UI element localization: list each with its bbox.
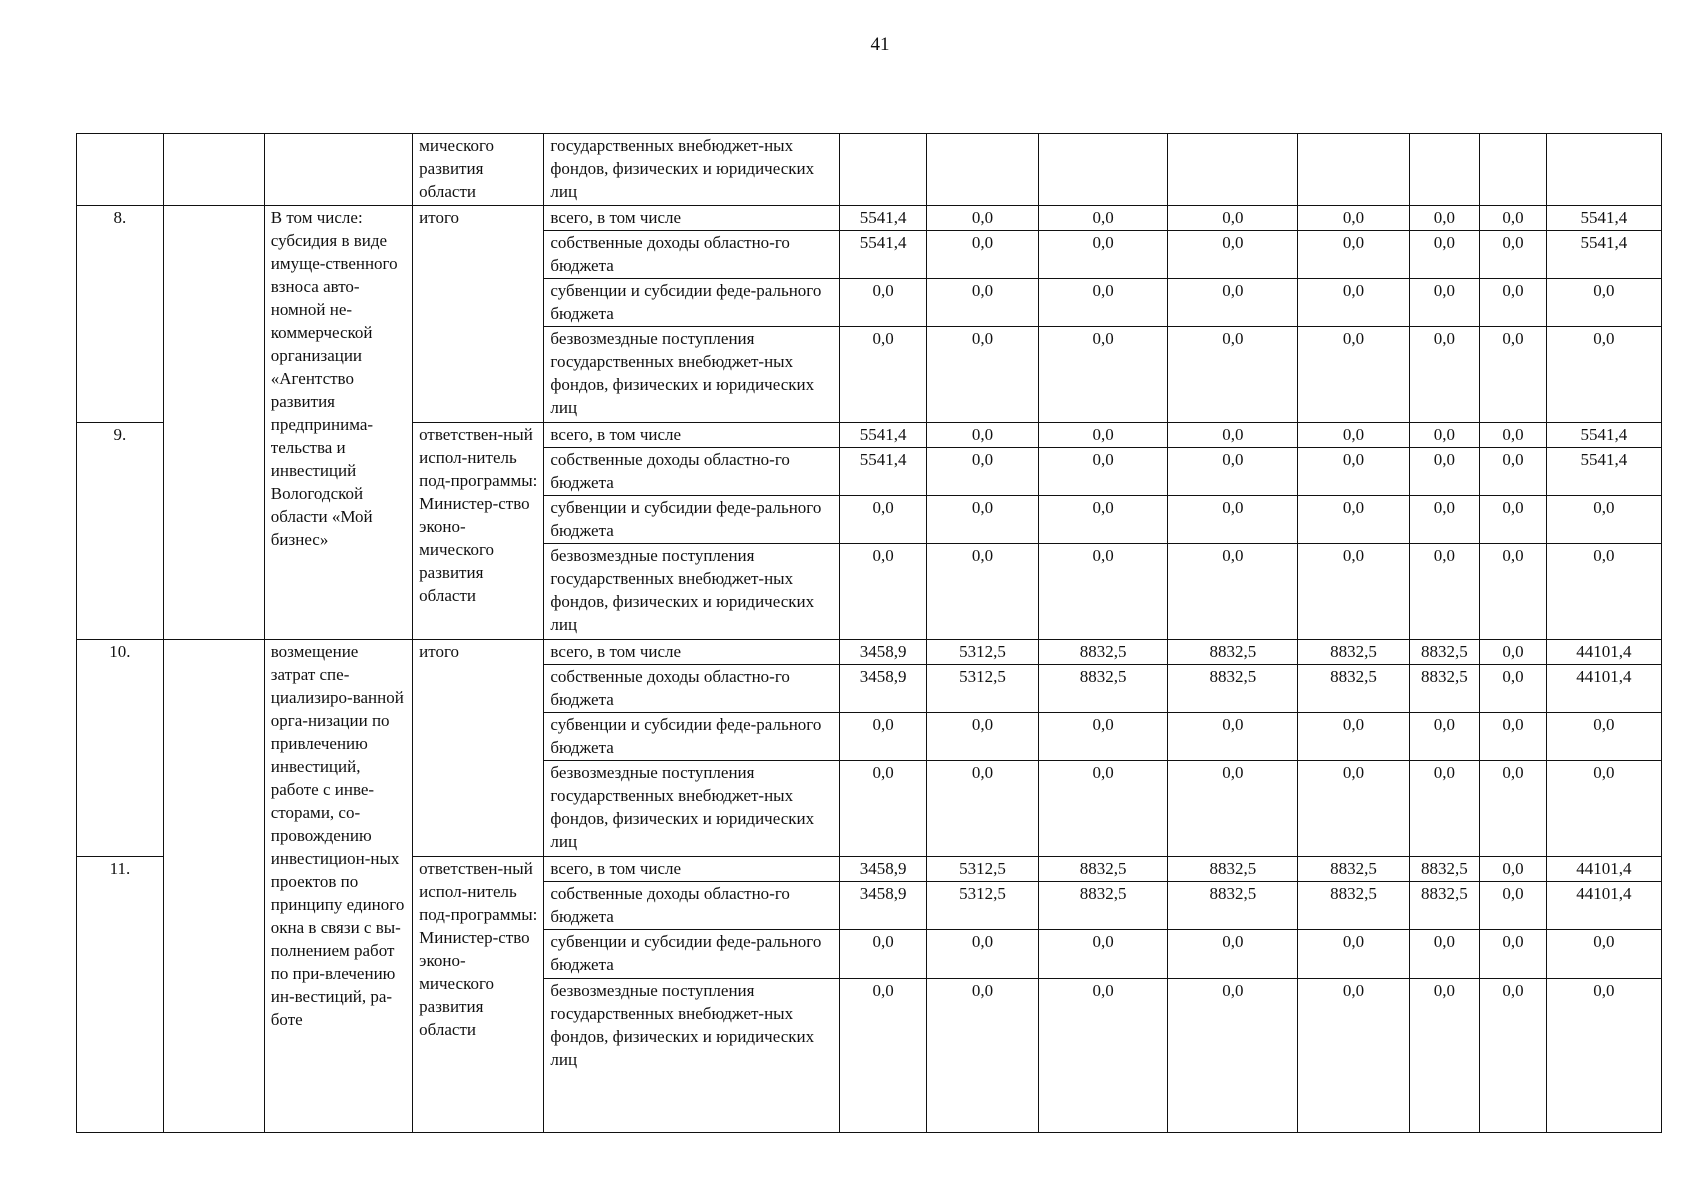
table-row (77, 640, 1662, 665)
value-cell: 3458,9 (840, 640, 927, 665)
source-cell: всего, в том числе (544, 423, 840, 448)
value-cell (1298, 134, 1409, 206)
value-cell: 0,0 (1298, 447, 1409, 495)
value-cell: 0,0 (1546, 761, 1661, 857)
source-cell: безвозмездные поступления государственных внебюджет-ных фондов, физических и юридических лиц (544, 978, 840, 1132)
value-cell: 0,0 (1298, 279, 1409, 327)
value-cell: 0,0 (927, 930, 1039, 978)
value-cell: 0,0 (1480, 664, 1547, 712)
value-cell: 0,0 (927, 327, 1039, 423)
value-cell: 8832,5 (1298, 857, 1409, 882)
value-cell (1039, 134, 1168, 206)
table-cell (163, 206, 264, 640)
value-cell (840, 134, 927, 206)
value-cell: 8832,5 (1039, 857, 1168, 882)
value-cell: 8832,5 (1168, 640, 1298, 665)
value-cell: 0,0 (1168, 930, 1298, 978)
value-cell: 0,0 (1168, 279, 1298, 327)
value-cell: 0,0 (1298, 544, 1409, 640)
value-cell: 0,0 (927, 447, 1039, 495)
value-cell: 0,0 (840, 713, 927, 761)
value-cell: 0,0 (927, 761, 1039, 857)
value-cell: 0,0 (1480, 978, 1547, 1132)
value-cell: 5312,5 (927, 664, 1039, 712)
value-cell: 0,0 (1480, 327, 1547, 423)
value-cell: 8832,5 (1409, 857, 1480, 882)
value-cell: 0,0 (1546, 930, 1661, 978)
value-cell: 0,0 (1039, 206, 1168, 231)
value-cell: 0,0 (1409, 327, 1480, 423)
value-cell: 0,0 (1409, 761, 1480, 857)
value-cell: 0,0 (1546, 713, 1661, 761)
source-cell: безвозмездные поступления государственных внебюджет-ных фондов, физических и юридических лиц (544, 327, 840, 423)
value-cell: 5541,4 (840, 206, 927, 231)
source-cell: всего, в том числе (544, 640, 840, 665)
value-cell (927, 134, 1039, 206)
value-cell (1480, 134, 1547, 206)
value-cell: 0,0 (1298, 230, 1409, 278)
value-cell: 8832,5 (1409, 881, 1480, 929)
source-cell: собственные доходы областно-го бюджета (544, 881, 840, 929)
value-cell: 0,0 (1409, 930, 1480, 978)
value-cell: 8832,5 (1168, 881, 1298, 929)
value-cell: 0,0 (1480, 544, 1547, 640)
value-cell: 0,0 (1039, 327, 1168, 423)
value-cell: 0,0 (1409, 713, 1480, 761)
value-cell: 0,0 (1168, 496, 1298, 544)
value-cell: 0,0 (927, 713, 1039, 761)
value-cell: 0,0 (1039, 761, 1168, 857)
source-cell: субвенции и субсидии феде-рального бюджета (544, 713, 840, 761)
value-cell: 8832,5 (1039, 640, 1168, 665)
value-cell: 0,0 (1409, 230, 1480, 278)
table-cell (163, 134, 264, 206)
value-cell: 3458,9 (840, 857, 927, 882)
value-cell: 0,0 (1546, 544, 1661, 640)
value-cell: 0,0 (840, 761, 927, 857)
value-cell: 0,0 (1039, 423, 1168, 448)
value-cell: 0,0 (1298, 327, 1409, 423)
value-cell: 0,0 (1298, 713, 1409, 761)
row-number: 9. (77, 423, 164, 640)
value-cell: 0,0 (1409, 423, 1480, 448)
executor-cell: итого (413, 640, 544, 857)
table-row (77, 206, 1662, 231)
value-cell: 5312,5 (927, 881, 1039, 929)
value-cell: 0,0 (1480, 713, 1547, 761)
value-cell: 0,0 (1409, 544, 1480, 640)
value-cell: 0,0 (1480, 930, 1547, 978)
value-cell: 0,0 (840, 544, 927, 640)
value-cell: 8832,5 (1298, 881, 1409, 929)
value-cell: 0,0 (1409, 447, 1480, 495)
value-cell: 0,0 (1546, 327, 1661, 423)
source-cell: субвенции и субсидии феде-рального бюджета (544, 496, 840, 544)
value-cell: 0,0 (1039, 544, 1168, 640)
value-cell: 0,0 (840, 327, 927, 423)
description-cell: возмещение затрат спе-циализиро-ванной орга-низации по привлечению инвестиций, работе с инве-сторами, со-провождению инвестицион-ных проектов по принципу единого окна в связи с вы-полнением работ по при-влечению ин-вестиций, ра-боте (264, 640, 412, 1133)
executor-cell: мического развития области (413, 134, 544, 206)
value-cell: 0,0 (1168, 761, 1298, 857)
value-cell: 8832,5 (1298, 664, 1409, 712)
value-cell: 5541,4 (840, 423, 927, 448)
source-cell: всего, в том числе (544, 206, 840, 231)
value-cell: 44101,4 (1546, 881, 1661, 929)
value-cell: 0,0 (1039, 978, 1168, 1132)
value-cell: 0,0 (1168, 544, 1298, 640)
value-cell: 0,0 (1409, 279, 1480, 327)
value-cell: 0,0 (927, 206, 1039, 231)
value-cell: 0,0 (1168, 327, 1298, 423)
value-cell: 0,0 (840, 279, 927, 327)
value-cell: 0,0 (1480, 279, 1547, 327)
description-cell: В том числе: субсидия в виде имуще-ственного взноса авто-номной не-коммерческой организации «Агентство развития предпринима-тельства и инвестиций Вологодской области «Мой бизнес» (264, 206, 412, 640)
value-cell: 5312,5 (927, 640, 1039, 665)
value-cell: 0,0 (1409, 206, 1480, 231)
value-cell (1168, 134, 1298, 206)
source-cell: субвенции и субсидии феде-рального бюджета (544, 279, 840, 327)
source-cell: собственные доходы областно-го бюджета (544, 230, 840, 278)
value-cell: 0,0 (927, 544, 1039, 640)
value-cell: 0,0 (1480, 496, 1547, 544)
value-cell: 0,0 (1480, 230, 1547, 278)
table-cell (77, 134, 164, 206)
value-cell: 5541,4 (1546, 206, 1661, 231)
value-cell: 3458,9 (840, 664, 927, 712)
value-cell: 0,0 (1039, 230, 1168, 278)
value-cell: 0,0 (1480, 423, 1547, 448)
executor-cell: ответствен-ный испол-нитель под-программы: Министер-ство эконо-мического развития области (413, 857, 544, 1133)
value-cell: 0,0 (1546, 279, 1661, 327)
executor-cell: итого (413, 206, 544, 423)
value-cell: 0,0 (1039, 496, 1168, 544)
value-cell: 0,0 (1480, 206, 1547, 231)
value-cell: 0,0 (1409, 496, 1480, 544)
value-cell: 0,0 (840, 930, 927, 978)
value-cell: 0,0 (927, 496, 1039, 544)
value-cell: 0,0 (1298, 761, 1409, 857)
value-cell: 5541,4 (1546, 447, 1661, 495)
source-cell: безвозмездные поступления государственных внебюджет-ных фондов, физических и юридических лиц (544, 761, 840, 857)
value-cell: 0,0 (840, 978, 927, 1132)
source-cell: собственные доходы областно-го бюджета (544, 447, 840, 495)
value-cell: 8832,5 (1168, 664, 1298, 712)
table-cell (264, 134, 412, 206)
value-cell: 0,0 (927, 230, 1039, 278)
row-number: 10. (77, 640, 164, 857)
value-cell: 0,0 (1298, 978, 1409, 1132)
value-cell: 44101,4 (1546, 664, 1661, 712)
source-cell: безвозмездные поступления государственных внебюджет-ных фондов, физических и юридических лиц (544, 544, 840, 640)
value-cell: 0,0 (1168, 206, 1298, 231)
value-cell: 8832,5 (1039, 881, 1168, 929)
value-cell: 0,0 (1546, 978, 1661, 1132)
value-cell: 0,0 (1298, 496, 1409, 544)
value-cell: 0,0 (1039, 279, 1168, 327)
value-cell: 8832,5 (1039, 664, 1168, 712)
value-cell: 8832,5 (1168, 857, 1298, 882)
source-cell: всего, в том числе (544, 857, 840, 882)
value-cell: 0,0 (1480, 881, 1547, 929)
value-cell: 0,0 (1480, 857, 1547, 882)
source-cell: субвенции и субсидии феде-рального бюджета (544, 930, 840, 978)
value-cell: 0,0 (1546, 496, 1661, 544)
value-cell: 5312,5 (927, 857, 1039, 882)
value-cell: 0,0 (927, 423, 1039, 448)
value-cell: 0,0 (1298, 206, 1409, 231)
value-cell: 8832,5 (1409, 640, 1480, 665)
value-cell: 8832,5 (1298, 640, 1409, 665)
value-cell: 0,0 (1480, 447, 1547, 495)
value-cell: 5541,4 (840, 447, 927, 495)
row-number: 11. (77, 857, 164, 1133)
source-cell: государственных внебюджет-ных фондов, физических и юридических лиц (544, 134, 840, 206)
value-cell: 44101,4 (1546, 857, 1661, 882)
value-cell: 44101,4 (1546, 640, 1661, 665)
table-row-continuation (77, 134, 1662, 206)
value-cell: 0,0 (1168, 978, 1298, 1132)
value-cell: 0,0 (1298, 423, 1409, 448)
value-cell: 0,0 (1168, 423, 1298, 448)
value-cell: 0,0 (1039, 447, 1168, 495)
value-cell: 0,0 (927, 978, 1039, 1132)
value-cell: 5541,4 (1546, 230, 1661, 278)
budget-table (76, 133, 1662, 1133)
value-cell: 0,0 (1480, 761, 1547, 857)
value-cell: 0,0 (1168, 447, 1298, 495)
value-cell (1409, 134, 1480, 206)
value-cell: 0,0 (927, 279, 1039, 327)
value-cell: 8832,5 (1409, 664, 1480, 712)
table-cell (163, 640, 264, 1133)
value-cell: 0,0 (1409, 978, 1480, 1132)
page-number: 41 (870, 34, 890, 55)
value-cell: 5541,4 (840, 230, 927, 278)
source-cell: собственные доходы областно-го бюджета (544, 664, 840, 712)
value-cell: 0,0 (1480, 640, 1547, 665)
value-cell: 0,0 (840, 496, 927, 544)
value-cell: 3458,9 (840, 881, 927, 929)
value-cell: 0,0 (1039, 713, 1168, 761)
row-number: 8. (77, 206, 164, 423)
value-cell (1546, 134, 1661, 206)
value-cell: 5541,4 (1546, 423, 1661, 448)
value-cell: 0,0 (1168, 230, 1298, 278)
value-cell: 0,0 (1039, 930, 1168, 978)
value-cell: 0,0 (1168, 713, 1298, 761)
executor-cell: ответствен-ный испол-нитель под-программы: Министер-ство эконо-мического развития области (413, 423, 544, 640)
value-cell: 0,0 (1298, 930, 1409, 978)
